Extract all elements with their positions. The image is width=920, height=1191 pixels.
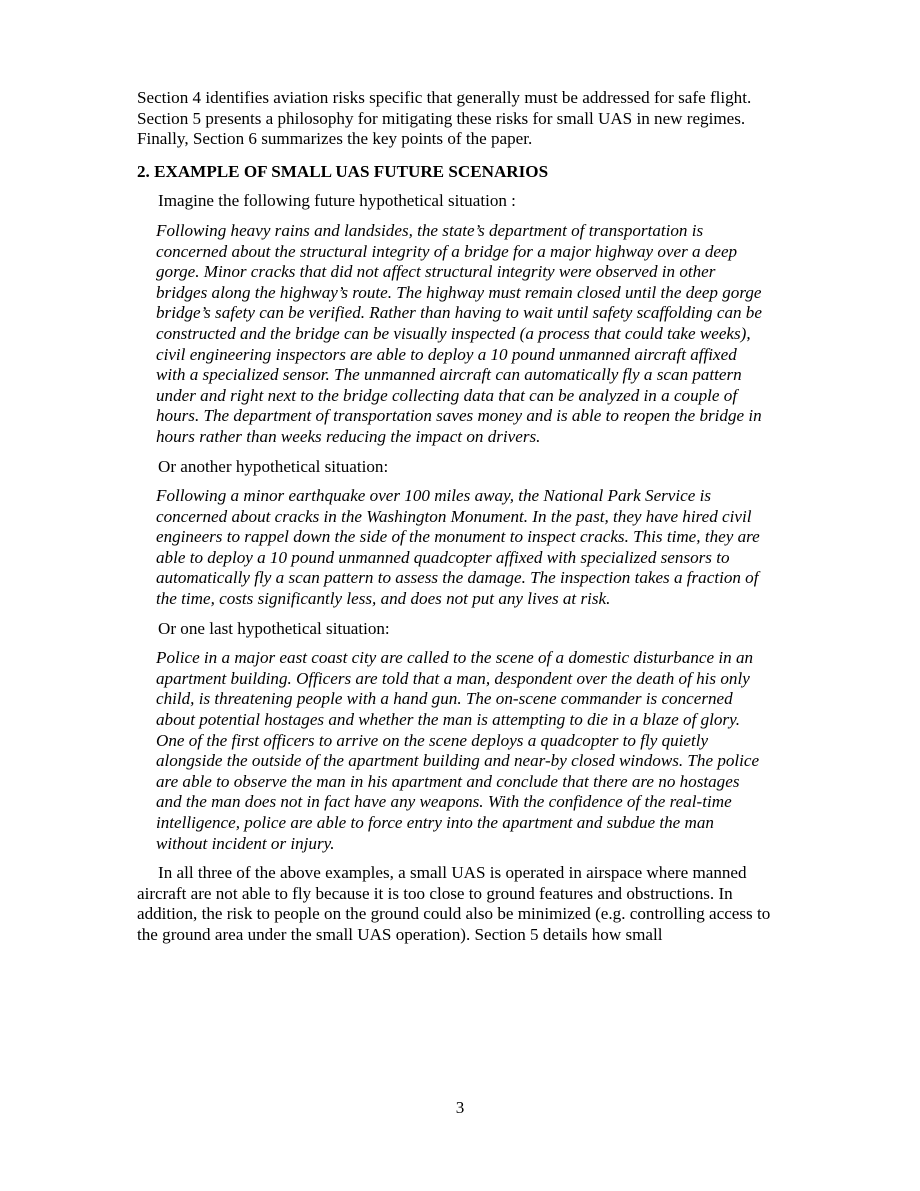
page-number: 3 [455,1098,465,1117]
closing-paragraph: In all three of the above examples, a small UAS is operated in airspace where manned aircraft are not able to fly because it is too close to ground features and obstructions. In addition, the risk to people on the ground could also be minimized (e.g. controlling access to the ground area under the small UAS operation). Section 5 details how small [137,863,771,944]
page-body [137,88,785,946]
scenario-3-paragraph: Police in a major east coast city are called to the scene of a domestic disturbance in an apartment building. Officers are told that a man, despondent over the death of his only child, is threatening people with a hand gun. The on-scene commander is concerned about potential hostages and whether the man is attempting to die in a blaze of glory. One of the first officers to arrive on the scene deploys a quadcopter to fly quietly alongside the outside of the apartment building and near-by closed windows. The police are able to observe the man in his apartment and conclude that there are no hostages and the man does not in fact have any weapons. With the confidence of the real-time intelligence, police are able to force entry into the apartment and subdue the man without incident or injury. [156,648,760,853]
section-heading: 2. EXAMPLE OF SMALL UAS FUTURE SCENARIOS [137,161,549,181]
scenario-1-paragraph: Following heavy rains and landsides, the state’s department of transportation is concerned about the structural integrity of a bridge for a major highway over a deep gorge. Minor cracks that did not affect structural integrity were observed in other bridges along the highway’s route. The highway must remain closed until the deep gorge bridge’s safety can be verified. Rather than having to wait until safety scaffolding can be constructed and the bridge can be visually inspected (a process that could take weeks), civil engineering inspectors are able to deploy a 10 pound unmanned aircraft affixed with a specialized sensor. The unmanned aircraft can automatically fly a scan pattern under and right next to the bridge collecting data that can be analyzed in a couple of hours. The department of transportation saves money and is able to reopen the bridge in hours rather than weeks reducing the impact on drivers. [156,220,762,446]
scenario-lead-1: Imagine the following future hypothetical situation : [158,191,516,211]
intro-paragraph: Section 4 identifies aviation risks specific that generally must be addressed for safe flight. Section 5 presents a philosophy for mitigating these risks for small UAS in new regimes. Finally, Section 6 summarizes the key points of the paper. [137,88,752,149]
scenario-2-paragraph: Following a minor earthquake over 100 miles away, the National Park Service is concerned about cracks in the Washington Monument. In the past, they have hired civil engineers to rappel down the side of the monument to inspect cracks. This time, they are able to deploy a 10 pound unmanned quadcopter affixed with specialized sensors to automatically fly a scan pattern to assess the damage. The inspection takes a fraction of the time, costs significantly less, and does not put any lives at risk. [156,486,760,609]
scenario-lead-3: Or one last hypothetical situation: [158,618,390,638]
scenario-lead-2: Or another hypothetical situation: [158,456,389,476]
